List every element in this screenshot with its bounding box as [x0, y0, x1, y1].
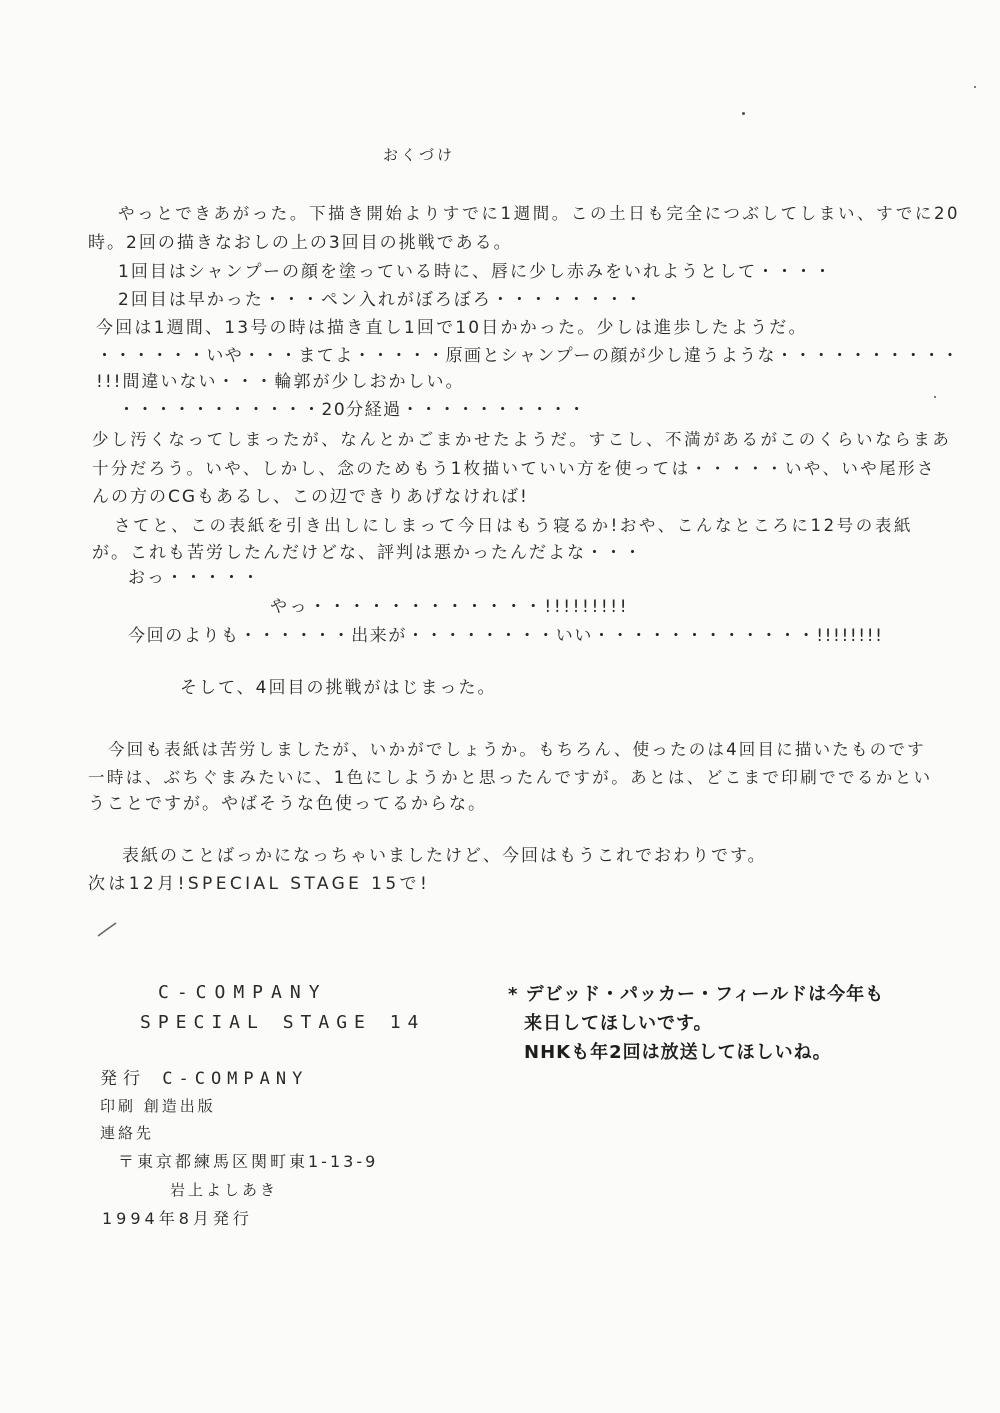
ink-speck	[934, 396, 936, 398]
handwritten-note-line: NHKも年2回は放送してほしいね。	[524, 1042, 832, 1063]
publish-date: 1994年8月発行	[102, 1209, 253, 1228]
printer: 印刷 創造出版	[100, 1097, 216, 1115]
body-line: んの方のCGもあるし、この辺できりあげなければ!	[92, 487, 529, 507]
handwritten-note-line: * デビッド・パッカー・フィールドは今年も	[508, 984, 885, 1005]
page-title: おくづけ	[383, 146, 456, 164]
body-line: !!!間違いない・・・輪郭が少しおかしい。	[96, 372, 465, 392]
body-line: 時。2回の描きなおしの上の3回目の挑戦である。	[88, 233, 513, 253]
pen-stroke-mark	[96, 920, 120, 940]
contact-label: 連絡先	[100, 1124, 155, 1142]
body-line: 今回は1週間、13号の時は描き直し1回で10日かかった。少しは進歩したようだ。	[96, 318, 808, 338]
circle-name: C-COMPANY	[158, 982, 328, 1003]
body-line: 今回のよりも・・・・・・出来が・・・・・・・・いい・・・・・・・・・・・・!!!!!!!!	[128, 626, 884, 646]
body-line: 十分だろう。いや、しかし、念のためもう1枚描いていい方を使っては・・・・・いや、いや尾形さ	[92, 459, 936, 478]
body-line: ・・・・・・いや・・・まてよ・・・・・原画とシャンプーの顔が少し違うような・・・・・・・・・・	[96, 346, 960, 366]
body-line: 一時は、ぶちぐまみたいに、1色にしようかと思ったんですが。あとは、どこまで印刷ででるかとい	[88, 768, 933, 787]
publisher: 発行 C-COMPANY	[100, 1069, 309, 1089]
body-line: そして、4回目の挑戦がはじまった。	[180, 678, 497, 698]
ink-speck	[974, 86, 976, 88]
body-line: さてと、この表紙を引き出しにしまって今日はもう寝るか!おや、こんなところに12号の表紙	[114, 516, 914, 535]
body-line: ・・・・・・・・・・・20分経過・・・・・・・・・・	[118, 400, 587, 420]
body-line: 次は12月!SPECIAL STAGE 15で!	[88, 874, 431, 894]
body-line: 1回目はシャンプーの顔を塗っている時に、唇に少し赤みをいれようとして・・・・	[118, 262, 833, 282]
body-line: おっ・・・・・	[128, 568, 261, 588]
book-title: SPECIAL STAGE 14	[140, 1012, 426, 1033]
ink-speck	[742, 112, 745, 115]
author-name: 岩上よしあき	[170, 1181, 279, 1199]
body-line: うことですが。やばそうな色使ってるからな。	[88, 794, 487, 814]
address: 〒東京都練馬区関町東1-13-9	[118, 1152, 379, 1171]
body-line: やっとできあがった。下描き開始よりすでに1週間。この土日も完全につぶしてしまい、すでに20	[118, 204, 961, 223]
body-line: が。これも苦労したんだけどな、評判は悪かったんだよな・・・	[92, 543, 643, 563]
handwritten-note-line: 来日してほしいです。	[524, 1013, 713, 1034]
body-line: 2回目は早かった・・・ペン入れがぼろぼろ・・・・・・・・	[118, 290, 644, 310]
body-line: やっ・・・・・・・・・・・・!!!!!!!!!	[270, 597, 630, 617]
body-line: 少し汚くなってしまったが、なんとかごまかせたようだ。すこし、不満があるがこのくらいならまあ	[92, 430, 952, 449]
body-line: 今回も表紙は苦労しましたが、いかがでしょうか。もちろん、使ったのは4回目に描いたものです	[108, 740, 926, 759]
body-line: 表紙のことばっかになっちゃいましたけど、今回はもうこれでおわりです。	[122, 846, 767, 866]
